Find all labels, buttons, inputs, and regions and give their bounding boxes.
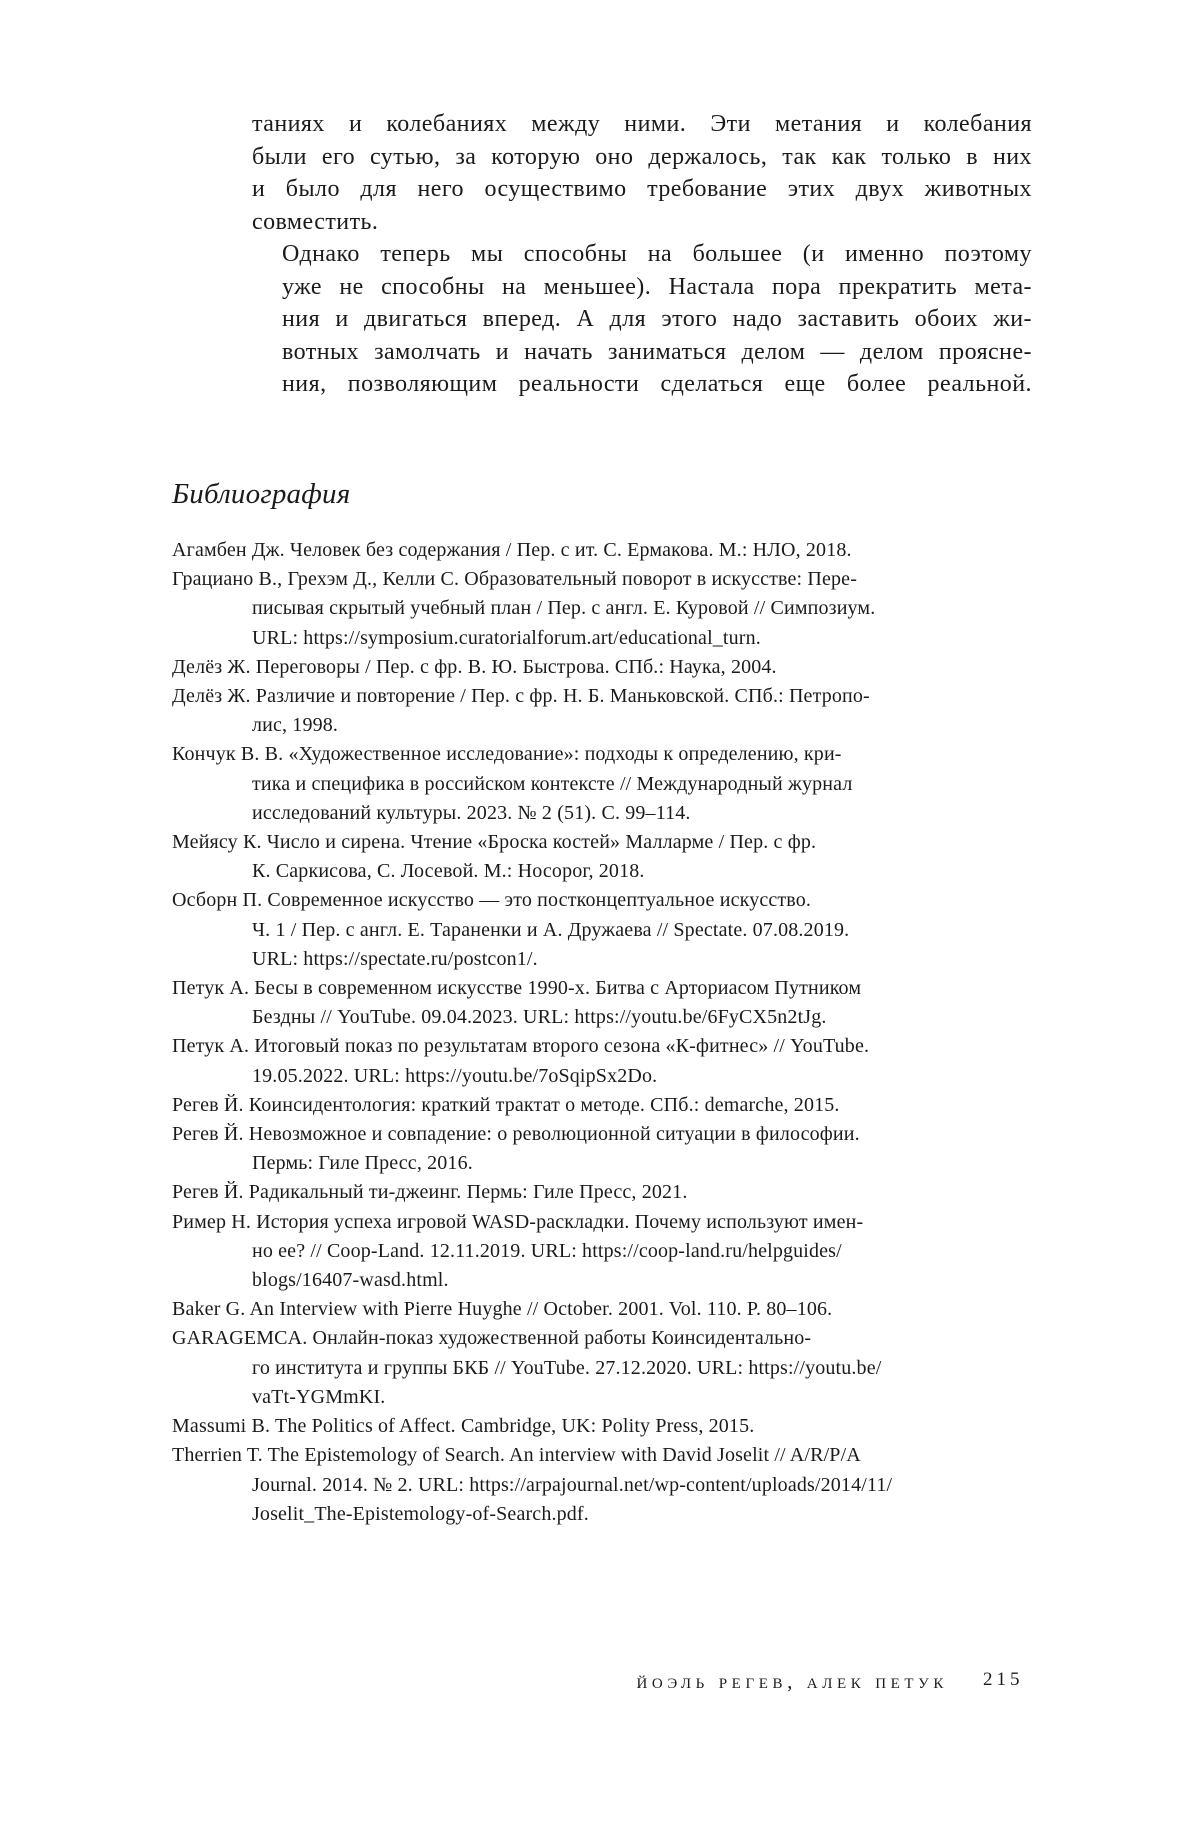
text-line: уже не способны на меньшее). Настала пора прекратить мета- bbox=[282, 273, 1032, 300]
bibliography-entry-line: Joselit_The-Epistemology-of-Search.pdf. bbox=[252, 1502, 589, 1525]
text-line: вотных замолчать и начать заниматься делом — делом проясне- bbox=[282, 338, 1032, 365]
bibliography-entry bbox=[172, 1178, 1034, 1207]
running-footer-authors: йоэль регев, алек петук bbox=[636, 1669, 948, 1693]
bibliography-entry bbox=[172, 886, 1034, 974]
text-line: ния и двигаться вперед. А для этого надо заставить обоих жи- bbox=[282, 306, 1032, 332]
paragraph-2 bbox=[252, 238, 1032, 401]
text-line: совместить. bbox=[252, 208, 379, 235]
bibliography-entry bbox=[172, 653, 1034, 682]
bibliography-entry-line: го института и группы БКБ // YouTube. 27.12.2020. URL: https://youtu.be/ bbox=[252, 1356, 882, 1379]
bibliography-entry bbox=[172, 1120, 1034, 1178]
bibliography-entry bbox=[172, 974, 1034, 1032]
bibliography-entry bbox=[172, 1412, 1034, 1441]
bibliography-entry-line: URL: https://symposium.curatorialforum.art/educational_turn. bbox=[252, 626, 761, 649]
bibliography-entry-line: Регев Й. Радикальный ти-джеинг. Пермь: Гиле Пресс, 2021. bbox=[172, 1181, 688, 1204]
bibliography-entry bbox=[172, 828, 1034, 886]
text-line: ния, позволяющим реальности сделаться еще более реальной. bbox=[282, 371, 1032, 397]
bibliography-entry-line: GARAGEMCA. Онлайн-показ художественной работы Коинсидентально- bbox=[172, 1327, 812, 1350]
bibliography-entry-line: Пермь: Гиле Пресс, 2016. bbox=[252, 1152, 473, 1175]
bibliography-entry-line: исследований культуры. 2023. № 2 (51). С. 99–114. bbox=[252, 801, 691, 824]
bibliography-entry-line: Journal. 2014. № 2. URL: https://arpajournal.net/wp-content/uploads/2014/11/ bbox=[252, 1473, 893, 1496]
bibliography-entry-line: Baker G. An Interview with Pierre Huyghe // October. 2001. Vol. 110. P. 80–106. bbox=[172, 1298, 833, 1321]
bibliography-entry-line: Ч. 1 / Пер. с англ. Е. Тараненки и А. Дружаева // Spectate. 07.08.2019. bbox=[252, 918, 850, 941]
text-line: и было для него осуществимо требование этих двух животных bbox=[252, 176, 1032, 202]
bibliography-entry-line: vaTt-YGMmKI. bbox=[252, 1385, 386, 1408]
bibliography-entry bbox=[172, 1208, 1034, 1296]
bibliography-entry-line: Делёз Ж. Переговоры / Пер. с фр. В. Ю. Быстрова. СПб.: Наука, 2004. bbox=[172, 655, 777, 678]
bibliography-entry-line: Ример Н. История успеха игровой WASD-раскладки. Почему используют имен- bbox=[172, 1210, 864, 1233]
bibliography-entry-line: Грациано В., Грехэм Д., Келли С. Образовательный поворот в искусстве: Пере- bbox=[172, 568, 858, 591]
bibliography-entry-line: Регев Й. Невозможное и совпадение: о революционной ситуации в философии. bbox=[172, 1123, 860, 1146]
body-text bbox=[252, 108, 1032, 401]
bibliography-entry-line: но ее? // Coop-Land. 12.11.2019. URL: https://coop-land.ru/helpguides/ bbox=[252, 1239, 842, 1262]
bibliography-entry bbox=[172, 1441, 1034, 1529]
bibliography-entry-line: Кончук В. В. «Художественное исследование»: подходы к определению, кри- bbox=[172, 743, 842, 766]
bibliography-entry-line: URL: https://spectate.ru/postcon1/. bbox=[252, 947, 538, 970]
text-line: Однако теперь мы способны на большее (и именно поэтому bbox=[282, 241, 1032, 267]
text-line: были его сутью, за которую оно держалось, так как только в них bbox=[252, 143, 1032, 170]
bibliography-entry-line: Регев Й. Коинсидентология: краткий трактат о методе. СПб.: demarche, 2015. bbox=[172, 1093, 840, 1116]
page-number: 215 bbox=[983, 1669, 1024, 1690]
bibliography-entry-line: Осборн П. Современное искусство — это постконцептуальное искусство. bbox=[172, 889, 812, 912]
bibliography-entry-line: Therrien T. The Epistemology of Search. An interview with David Joselit // A/R/P/A bbox=[172, 1444, 861, 1467]
bibliography-entry-line: Бездны // YouTube. 09.04.2023. URL: https://youtu.be/6FyCX5n2tJg. bbox=[252, 1006, 827, 1029]
text-line: таниях и колебаниях между ними. Эти метания и колебания bbox=[252, 111, 1032, 137]
bibliography-entry-line: Делёз Ж. Различие и повторение / Пер. с фр. Н. Б. Маньковской. СПб.: Петропо- bbox=[172, 685, 870, 708]
bibliography-entry bbox=[172, 1032, 1034, 1090]
bibliography-entry bbox=[172, 565, 1034, 653]
bibliography-entry-line: Петук А. Бесы в современном искусстве 1990-х. Битва с Арториасом Путником bbox=[172, 977, 862, 1000]
bibliography-entry-line: blogs/16407-wasd.html. bbox=[252, 1269, 449, 1292]
bibliography-entry bbox=[172, 536, 1034, 565]
bibliography-entry-line: 19.05.2022. URL: https://youtu.be/7oSqipSx2Do. bbox=[252, 1064, 658, 1087]
bibliography-entry-line: тика и специфика в российском контексте // Международный журнал bbox=[252, 772, 853, 795]
running-footer bbox=[0, 1669, 1200, 1699]
bibliography-entry bbox=[172, 1324, 1034, 1412]
bibliography-entry bbox=[172, 682, 1034, 740]
bibliography-entry-line: К. Саркисова, С. Лосевой. М.: Носорог, 2018. bbox=[252, 860, 645, 883]
bibliography-entry bbox=[172, 740, 1034, 828]
paragraph-1 bbox=[252, 108, 1032, 238]
bibliography-entry-line: Massumi B. The Politics of Affect. Cambridge, UK: Polity Press, 2015. bbox=[172, 1415, 755, 1438]
bibliography-entry-line: Петук А. Итоговый показ по результатам второго сезона «К-фитнес» // YouTube. bbox=[172, 1035, 870, 1058]
bibliography-entry-line: писывая скрытый учебный план / Пер. с англ. Е. Куровой // Симпозиум. bbox=[252, 597, 876, 620]
bibliography-entry-line: Мейясу К. Число и сирена. Чтение «Броска костей» Малларме / Пер. с фр. bbox=[172, 831, 817, 854]
bibliography-heading: Библиография bbox=[172, 478, 351, 510]
bibliography-entry bbox=[172, 1091, 1034, 1120]
bibliography-entry-line: лис, 1998. bbox=[252, 714, 339, 737]
bibliography-entry bbox=[172, 1295, 1034, 1324]
bibliography-list bbox=[172, 536, 1034, 1529]
bibliography-entry-line: Агамбен Дж. Человек без содержания / Пер. с ит. С. Ермакова. М.: НЛО, 2018. bbox=[172, 539, 852, 561]
